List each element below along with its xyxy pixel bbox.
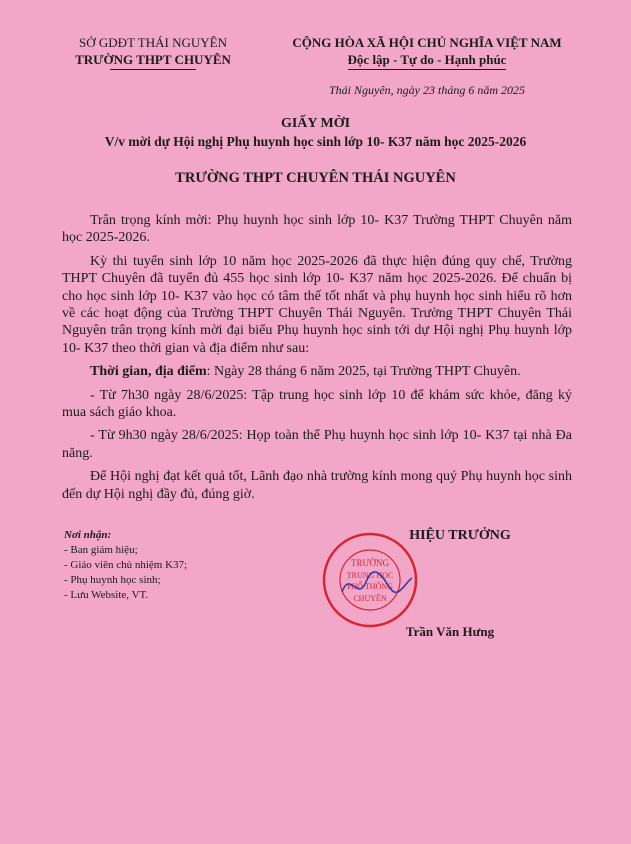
national-header (262, 34, 592, 70)
recipient-item: - Ban giám hiệu; (64, 544, 138, 556)
signature-title: HIỆU TRƯỞNG (409, 528, 511, 543)
signer-name: Trần Văn Hưng (405, 624, 495, 639)
recipient-item: - Giáo viên chủ nhiệm K37; (64, 559, 188, 571)
header-underline (110, 69, 196, 70)
national-motto: Độc lập - Tự do - Hạnh phúc (348, 51, 507, 70)
document-body (62, 212, 572, 509)
recipient-item: - Lưu Website, VT. (64, 589, 149, 601)
svg-text:TRUNG HỌC: TRUNG HỌC (346, 571, 394, 580)
date-line: Thái Nguyên, ngày 23 tháng 6 năm 2025 (329, 83, 525, 97)
intro-paragraph: Kỳ thi tuyển sinh lớp 10 năm học 2025-2026 đã thực hiện đúng quy chế, Trường THPT Chuyên đã tuyển đủ 455 học sinh lớp 10- K37 năm học 2025-2026. Để chuẩn bị cho học sinh lớp 10- K37 vào học có tâm thế tốt nhất và phụ huynh học sinh hiểu rõ hơn về các hoạt động của Trường THPT Chuyên Thái Nguyên. Trường THPT Chuyên Thái Nguyên trân trọng kính mời đại biểu Phụ huynh học sinh tới dự Hội nghị Phụ huynh lớp 10- K37 theo thời gian và địa điểm như sau: (62, 253, 572, 356)
closing-paragraph: Để Hội nghị đạt kết quả tốt, Lãnh đạo nhà trường kính mong quý Phụ huynh học sinh đến dự Hội nghị đầy đủ, đúng giờ. (62, 469, 572, 502)
republic-name: CỘNG HÒA XÃ HỘI CHỦ NGHĨA VIỆT NAM (292, 35, 562, 50)
greeting-paragraph: Trân trọng kính mời: Phụ huynh học sinh lớp 10- K37 Trường THPT Chuyên năm học 2025-2026. (62, 213, 572, 246)
recipients-heading: Nơi nhận: (64, 529, 112, 541)
svg-text:TRƯỜNG: TRƯỜNG (351, 558, 389, 568)
school-seal-icon (320, 530, 420, 630)
issuer-header (48, 34, 258, 70)
recipient-item: - Phụ huynh học sinh; (64, 574, 161, 586)
schedule-item-1: - Từ 7h30 ngày 28/6/2025: Tập trung học sinh lớp 10 để khám sức khỏe, đăng ký mua sách giáo khoa. (62, 387, 572, 421)
time-place-paragraph (62, 363, 572, 380)
recipients-block (64, 528, 284, 603)
document-subject: V/v mời dự Hội nghị Phụ huynh học sinh lớp 10- K37 năm học 2025-2026 (104, 134, 527, 149)
issuer-name: TRƯỜNG THPT CHUYÊN THÁI NGUYÊN (175, 170, 456, 186)
svg-text:PHỔ THÔNG: PHỔ THÔNG (347, 582, 393, 591)
document-title: GIẤY MỜI (280, 116, 351, 131)
time-place-value: : Ngày 28 tháng 6 năm 2025, tại Trường THPT Chuyên. (206, 364, 521, 380)
department-name: SỞ GDĐT THÁI NGUYÊN (79, 35, 227, 50)
schedule-item-2: - Từ 9h30 ngày 28/6/2025: Họp toàn thể Phụ huynh học sinh lớp 10- K37 tại nhà Đa năng. (62, 428, 572, 461)
school-name: TRƯỜNG THPT CHUYÊN (75, 52, 231, 67)
svg-text:CHUYÊN: CHUYÊN (353, 594, 387, 603)
time-place-label: Thời gian, địa điểm (90, 364, 207, 380)
